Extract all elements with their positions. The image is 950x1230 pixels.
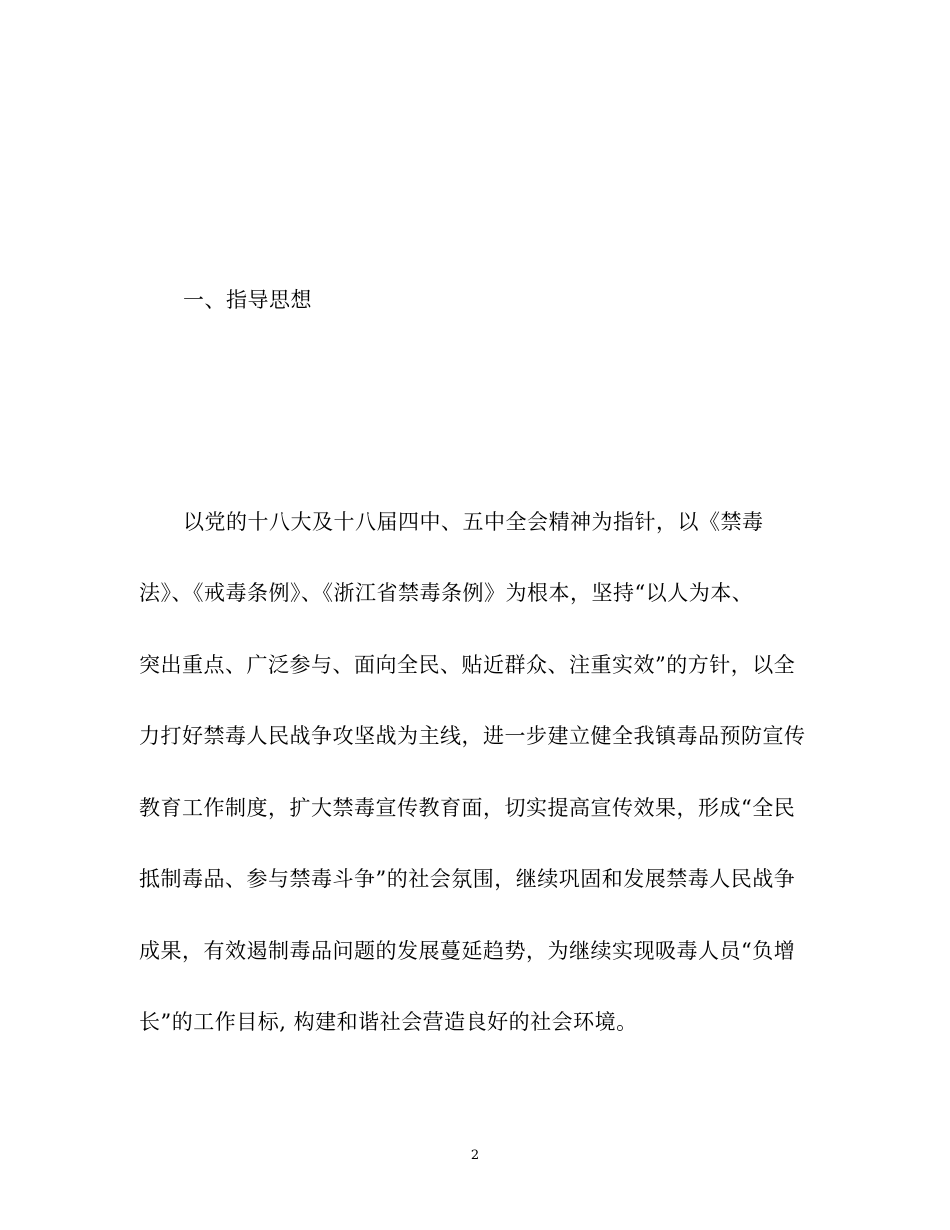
paragraph-line: 力打好禁毒人民战争攻坚战为主线，进一步建立健全我镇毒品预防宣传 [139,724,806,748]
paragraph-line: 成果，有效遏制毒品问题的发展蔓延趋势，为继续实现吸毒人员“负增 [139,939,796,963]
paragraph-line: 法》、《戒毒条例》、《浙江省禁毒条例》为根本，坚持“以人为本、 [139,581,754,605]
section-heading: 一、指导思想 [183,288,312,312]
paragraph-line: 长”的工作目标, 构建和谐社会营造良好的社会环境。 [139,1010,638,1034]
paragraph-line: 以党的十八大及十八届四中、五中全会精神为指针，以《禁毒 [183,510,764,534]
paragraph-line: 突出重点、广泛参与、面向全民、贴近群众、注重实效”的方针，以全 [139,653,796,677]
page-number: 2 [470,1148,480,1163]
paragraph-line: 抵制毒品、参与禁毒斗争”的社会氛围，继续巩固和发展禁毒人民战争 [139,867,796,891]
paragraph-line: 教育工作制度，扩大禁毒宣传教育面，切实提高宣传效果，形成“全民 [139,796,796,820]
